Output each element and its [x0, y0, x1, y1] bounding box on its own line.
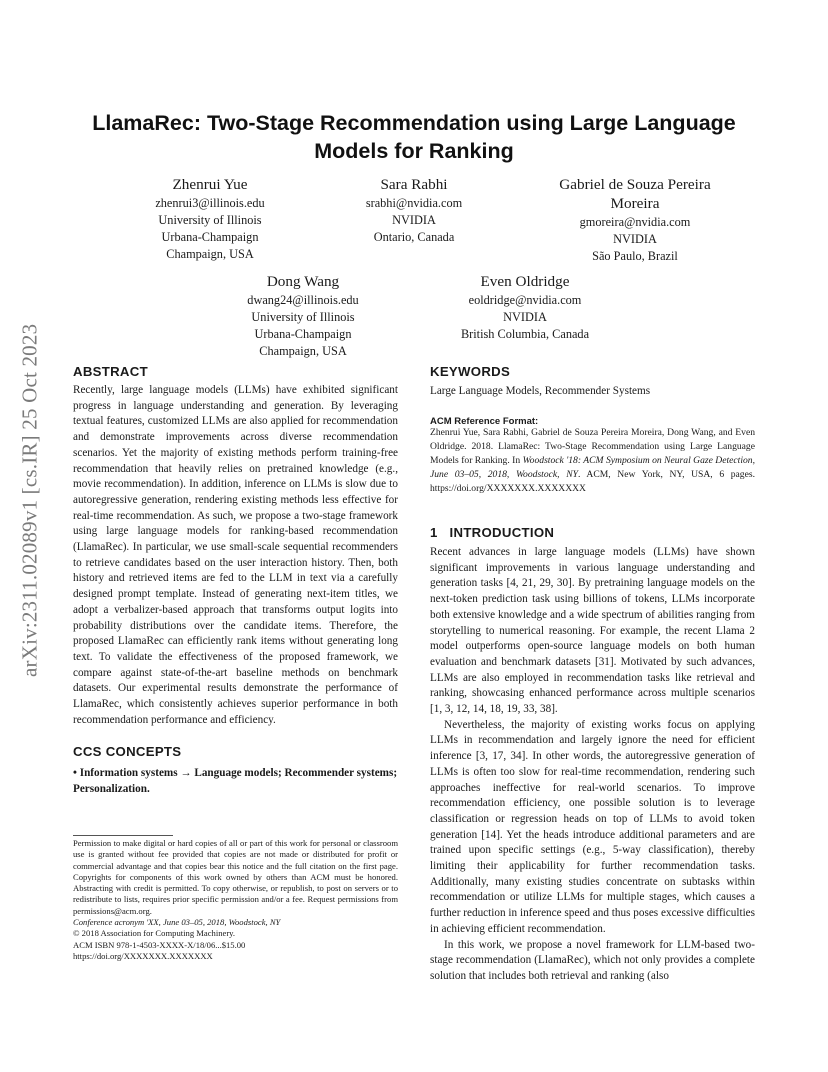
author-affiliation: NVIDIA [503, 310, 547, 324]
author-email: dwang24@illinois.edu [247, 293, 359, 307]
author-block-3 [544, 175, 726, 265]
ccs-heading: CCS CONCEPTS [73, 744, 182, 759]
acm-ref-venue: Woodstock '18: ACM Symposium on Neural Gaze Detection, June 03–05, 2018, Woodstock, NY [430, 455, 755, 480]
author-name: Gabriel de Souza Pereira Moreira [559, 176, 711, 212]
abstract-text: Recently, large language models (LLMs) have exhibited significant progress in language understanding and generation. By leveraging textual features, customized LLMs are also applied for recommendation and demonstrate improvements across diverse recommendation scenarios. Yet the majority of existing methods perform training-free recommendation that heavily relies on pretrained knowledge (e.g., movie recommendation). In addition, inference on LLMs is slow due to autoregressive generation, rendering existing methods less effective for real-time recommendation. As such, we propose a two-stage framework using large language models for ranking-based recommendation (LlamaRec). In particular, we use small-scale sequential recommenders to retrieve candidates based on the user interaction history. Then, both history and retrieved items are fed to the LLM in text via a carefully designed prompt template. Instead of generating next-item titles, we adopt a verbalizer-based approach that transforms output logits into probability distributions over the candidate items. Therefore, the proposed LlamaRec can efficiently rank items without generating long text. To validate the effectiveness of the proposed framework, we compare against state-of-the-art baseline methods on benchmark datasets. Our experimental results demonstrate the performance of LlamaRec, which consistently achieves superior performance in both recommendation performance and efficiency. [73, 384, 398, 726]
introduction-body [430, 545, 755, 985]
author-email: eoldridge@nvidia.com [468, 293, 582, 307]
author-block-4 [208, 272, 398, 360]
author-name: Sara Rabhi [380, 176, 448, 193]
author-location: Ontario, Canada [373, 230, 455, 244]
ccs-concepts [73, 766, 398, 797]
author-name: Even Oldridge [480, 273, 570, 290]
keywords-heading: KEYWORDS [430, 364, 511, 379]
isbn-line: ACM ISBN 978-1-4503-XXXX-X/18/06...$15.00 [73, 939, 246, 950]
acm-reference [430, 426, 755, 496]
author-location: Champaign, USA [166, 247, 254, 261]
author-location: Champaign, USA [259, 344, 347, 358]
author-email: gmoreira@nvidia.com [579, 215, 691, 229]
doi-link[interactable]: https://doi.org/XXXXXXX.XXXXXXX [73, 950, 213, 961]
author-block-2 [319, 175, 509, 246]
abstract-heading: ABSTRACT [73, 364, 148, 379]
copyright-line: © 2018 Association for Computing Machinery. [73, 928, 236, 939]
acm-ref-citation: Zhenrui Yue, Sara Rabhi, Gabriel de Souza Pereira Moreira, Dong Wang, and Even Oldridge. 2018. LlamaRec: Two-Stage Recommendation using Large Language Models for Ranking. In [430, 427, 755, 466]
author-name: Dong Wang [266, 273, 340, 290]
author-block-5 [430, 272, 620, 343]
introduction-heading: 1 INTRODUCTION [430, 525, 555, 540]
author-name: Zhenrui Yue [172, 176, 248, 193]
author-affiliation: University of Illinois [158, 213, 262, 227]
author-affiliation: University of Illinois [251, 310, 355, 324]
permission-notice: Permission to make digital or hard copies of all or part of this work for personal or classroom use is granted without fee provided that copies are not made or distributed for profit or commercial advantage and that copies bear this notice and the full citation on the first page. Copyrights for components of this work owned by others than ACM must be honored. Abstracting with credit is permitted. To copy otherwise, or republish, to post on servers or to redistribute to lists, requires prior specific permission and/or a fee. Request permissions from permissions@acm.org. [73, 838, 398, 916]
author-email: zhenrui3@illinois.edu [155, 196, 265, 210]
abstract-body [73, 383, 398, 728]
author-affiliation: NVIDIA [392, 213, 436, 227]
paper-title: LlamaRec: Two-Stage Recommendation using Large Language Models for Ranking [92, 111, 736, 163]
acm-ref-heading: ACM Reference Format: [430, 416, 539, 427]
ccs-text: • Information systems → Language models; Recommender systems; Personalization. [73, 767, 398, 795]
author-affiliation: Urbana-Champaign [254, 327, 352, 341]
footnote-divider [73, 835, 173, 836]
intro-paragraph-1: Recent advances in large language models (LLMs) have shown significant improvements in various language understanding and generation tasks [4, 21, 29, 30]. By pretraining language models on the next-token prediction task using billions of tokens, LLMs incorporate both extensive knowledge and a wide spectrum of abilities ranging from storytelling to numerical reasoning. For example, the recent Llama 2 model outperforms open-source language models on both human evaluation and benchmark datasets [31]. Motivated by such advances, LLMs are also employed in recommendation tasks like retrieval and ranking, showcasing enhanced performance across multiple scenarios [1, 3, 12, 14, 18, 19, 33, 38]. [430, 546, 755, 716]
author-block-1 [115, 175, 305, 263]
author-location: São Paulo, Brazil [592, 249, 678, 263]
arxiv-identifier: arXiv:2311.02089v1 [cs.IR] 25 Oct 2023 [17, 323, 42, 677]
author-email: srabhi@nvidia.com [365, 196, 463, 210]
acm-ref-publisher: . ACM, New York, NY, USA, 6 pages. https://doi.org/XXXXXXX.XXXXXXX [430, 469, 755, 494]
author-location: British Columbia, Canada [460, 327, 590, 341]
author-affiliation: Urbana-Champaign [161, 230, 259, 244]
conference-info: Conference acronym 'XX, June 03–05, 2018, Woodstock, NY [73, 917, 281, 928]
author-affiliation: NVIDIA [613, 232, 657, 246]
keywords-text: Large Language Models, Recommender Systems [430, 385, 651, 397]
intro-paragraph-2: Nevertheless, the majority of existing works focus on applying LLMs in recommendation and largely ignore the need for efficient inference [3, 17, 34]. In other words, the autoregressive generation of LLMs is often too slow for real-time recommendation, rendering such approaches ineffective for real-world scenarios. To improve recommendation efficiency, one possible solution is to leverage classification or regression heads on top of LLMs to avoid token generation [14]. Yet the heads introduce additional parameters and are trained upon specific settings (e.g., 5-way classification), thereby limiting their applicability for further recommendation tasks. Additionally, many existing studies concentrate on subtasks within recommendation or utilize LLMs for multiple stages, which causes a further reduction in inference speed and thus poses excessive difficulties in achieving efficient recommendation. [430, 718, 755, 935]
intro-paragraph-3: In this work, we propose a novel framework for LLM-based two-stage recommendation (LlamaRec), which not only provides a complete solution that includes both retrieval and ranking (also [430, 938, 755, 982]
copyright-footnote [73, 838, 398, 962]
